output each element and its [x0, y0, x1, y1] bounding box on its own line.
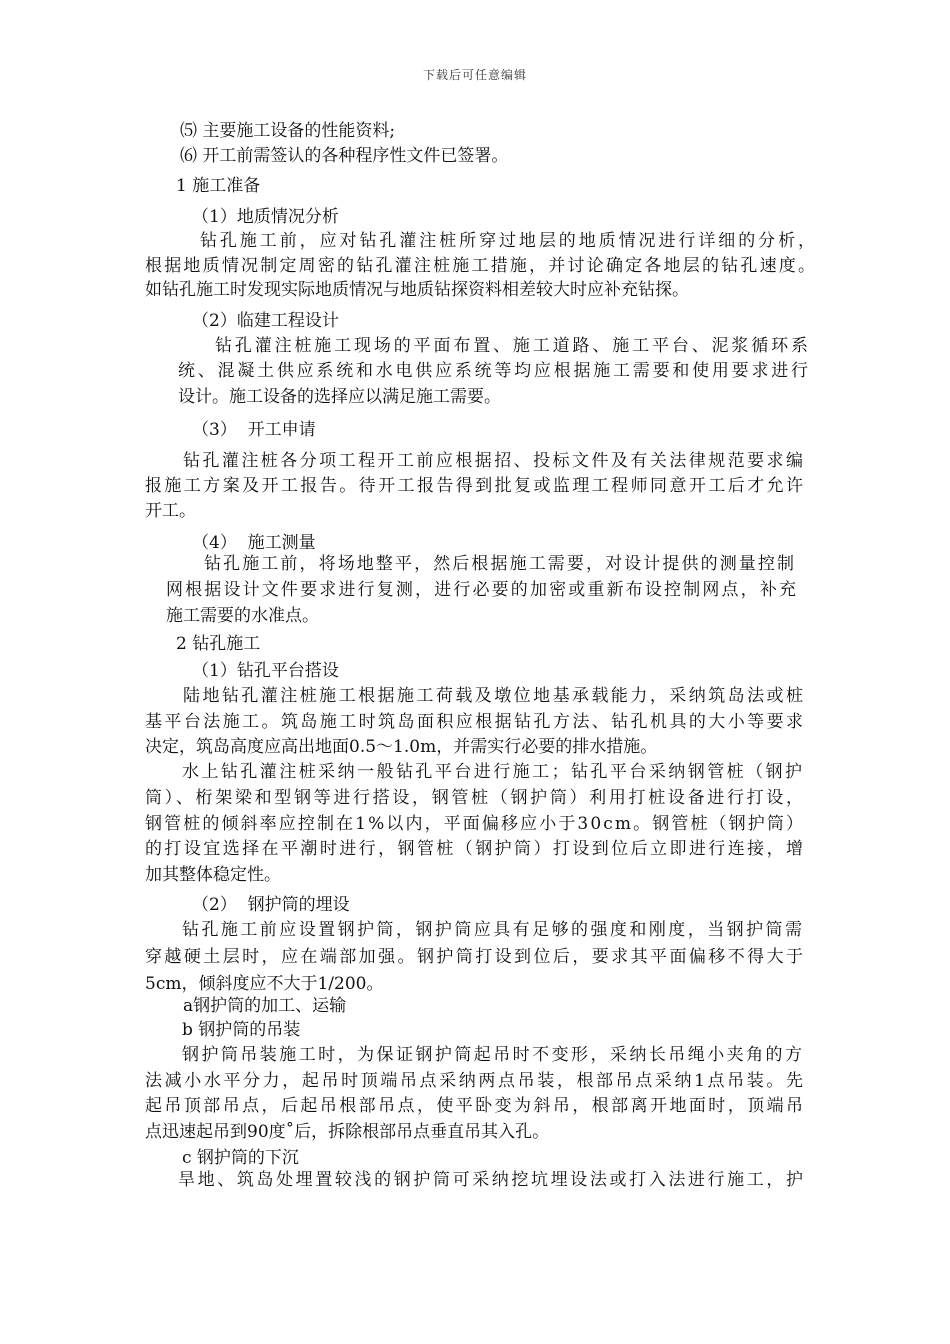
text-line: a钢护筒的加工、运输	[183, 996, 347, 1016]
text-line: c 钢护筒的下沉	[182, 1148, 299, 1168]
page-header: 下载后可任意编辑	[422, 68, 527, 82]
text-line: （1）地质情况分析	[192, 207, 339, 227]
text-line: 钻孔施工前，将场地整平，然后根据施工需要，对设计提供的测量控制	[204, 554, 797, 574]
text-line: （3） 开工申请	[192, 420, 316, 440]
text-line: （1）钻孔平台搭设	[192, 661, 339, 681]
text-line: 钢管桩的倾斜率应控制在1%以内，平面偏移应小于30cm。钢管桩（钢护筒）	[145, 814, 806, 834]
text-line: 钻孔施工前应设置钢护筒，钢护筒应具有足够的强度和刚度，当钢护筒需	[182, 920, 805, 940]
text-line: （2）临建工程设计	[192, 311, 339, 331]
text-line: 基平台法施工。筑岛施工时筑岛面积应根据钻孔方法、钻孔机具的大小等要求	[145, 712, 806, 732]
text-line: ⑹ 开工前需签认的各种程序性文件已签署。	[180, 146, 509, 166]
text-line: 网根据设计文件要求进行复测，进行必要的加密或重新布设控制网点，补充	[166, 580, 799, 600]
text-line: 穿越硬土层时，应在端部加强。钢护筒打设到位后，要求其平面偏移不得大于	[145, 947, 806, 967]
text-line: 旱地、筑岛处埋置较浅的钢护筒可采纳挖坑埋设法或打入法进行施工，护	[178, 1170, 806, 1190]
text-line: ⑸ 主要施工设备的性能资料;	[180, 121, 396, 141]
text-line: （4） 施工测量	[192, 533, 316, 553]
text-line: 水上钻孔灌注桩采纳一般钻孔平台进行施工；钻孔平台采纳钢管桩（钢护	[182, 762, 805, 782]
text-line: 5cm，倾斜度应不大于1/200。	[145, 974, 384, 994]
text-line: 钢护筒吊装施工时，为保证钢护筒起吊时不变形，采纳长吊绳小夹角的方	[182, 1045, 805, 1065]
text-line: 法减小水平分力，起吊时顶端吊点采纳两点吊装，根部吊点采纳1点吊装。先	[145, 1071, 806, 1091]
text-line: 设计。施工设备的选择应以满足施工需要。	[178, 387, 501, 407]
text-line: 决定，筑岛高度应高出地面0.5～1.0m，并需实行必要的排水措施。	[145, 737, 658, 757]
text-line: 如钻孔施工时发现实际地质情况与地质钻探资料相差较大时应补充钻探。	[145, 280, 689, 300]
text-line: 统、混凝土供应系统和水电供应系统等均应根据施工需要和使用要求进行	[178, 361, 811, 381]
text-line: 钻孔灌注桩施工现场的平面布置、施工道路、施工平台、泥浆循环系	[215, 336, 811, 356]
text-line: 钻孔灌注桩各分项工程开工前应根据招、投标文件及有关法律规范要求编	[183, 451, 806, 471]
text-line: b 钢护筒的吊装	[182, 1020, 301, 1040]
text-line: （2） 钢护筒的埋设	[192, 895, 350, 915]
text-line: 点迅速起吊到90度˚后，拆除根部吊点垂直吊其入孔。	[145, 1122, 550, 1142]
text-line: 根据地质情况制定周密的钻孔灌注桩施工措施，并讨论确定各地层的钻孔速度。	[145, 256, 818, 276]
text-line: 开工。	[145, 501, 196, 521]
text-line: 陆地钻孔灌注桩施工根据施工荷载及墩位地基承载能力，采纳筑岛法或桩	[183, 686, 806, 706]
text-line: 2 钻孔施工	[176, 634, 261, 654]
text-line: 加其整体稳定性。	[145, 865, 281, 885]
text-line: 起吊顶部吊点，后起吊根部吊点，使平卧变为斜吊，根部离开地面时，顶端吊	[145, 1096, 806, 1116]
text-line: 1 施工准备	[176, 176, 261, 196]
text-line: 筒）、桁架梁和型钢等进行搭设，钢管桩（钢护筒）利用打桩设备进行打设，	[145, 788, 806, 808]
text-line: 的打设宜选择在平潮时进行，钢管桩（钢护筒）打设到位后立即进行连接，增	[145, 839, 806, 859]
text-line: 钻孔施工前，应对钻孔灌注桩所穿过地层的地质情况进行详细的分析，	[200, 231, 818, 251]
text-line: 报施工方案及开工报告。待开工报告得到批复或监理工程师同意开工后才允许	[145, 476, 806, 496]
text-line: 施工需要的水准点。	[166, 606, 319, 626]
